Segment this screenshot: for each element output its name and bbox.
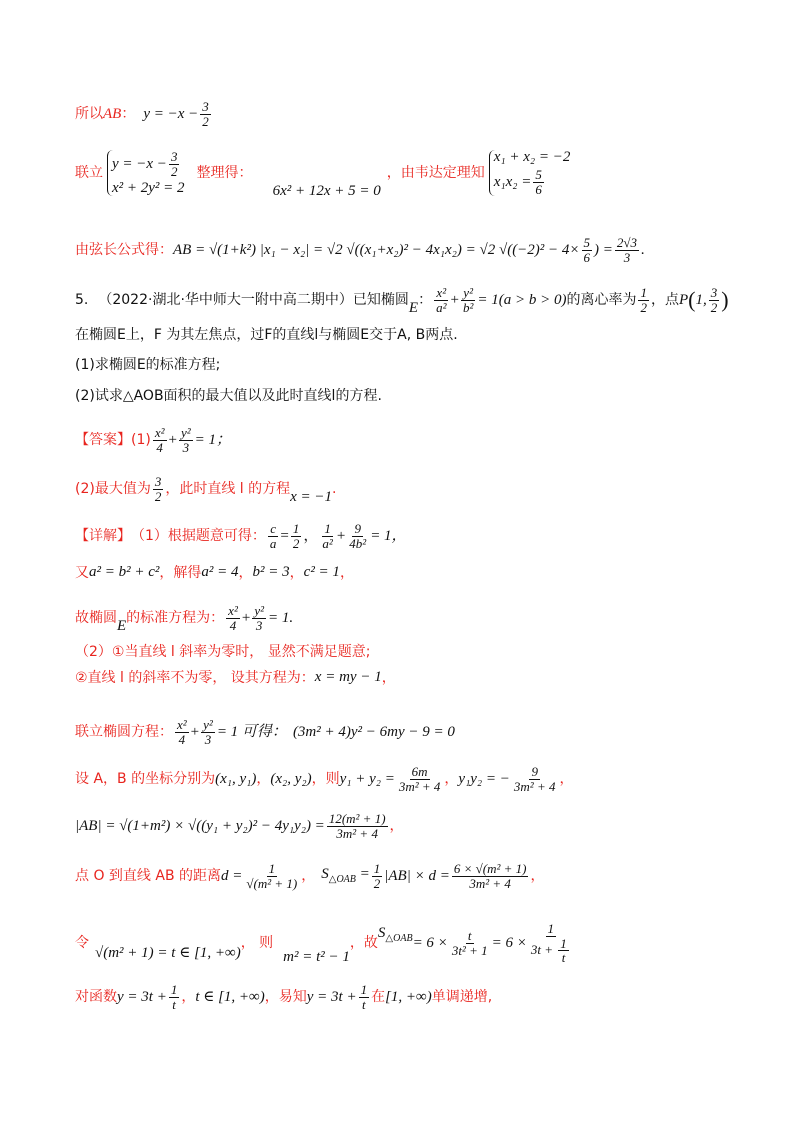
c2-value: c² = 1	[303, 564, 340, 580]
text-on: 在	[371, 989, 386, 1006]
detail-3: 故椭圆 E 的标准方程为： $\frac{\text{x²}}{4}$ + $\frac{\text{y²}}{3}$ = 1.	[75, 603, 294, 634]
quadratic-in-y: (3m² + 4)y² − 6my − 9 = 0	[292, 723, 455, 740]
point-p: P	[678, 291, 689, 308]
equals-one: = 1，	[370, 527, 407, 544]
fraction-area: $\frac{\text{6 × √(m² + 1)}}{\text{3m² + 4}}$	[453, 861, 527, 891]
fraction-half: $\frac{1}{2}$	[292, 521, 300, 551]
fraction-c-a: $\frac{c}{a}$	[269, 521, 277, 551]
fraction-3-2-p: $\frac{3}{2}$	[710, 285, 718, 315]
substitution: √(m² + 1) = t ∈ [1, +∞)	[95, 944, 241, 961]
question-5-line2: 在椭圆E上，F 为其左焦点，过F的直线l与椭圆E交于A, B两点.	[75, 327, 458, 343]
detail-8: |AB| = √(1+m²) × √((y₁ + y₂)² − 4y₁y₂) = $\frac{\text{12(m² + 1)}}{\text{3m² + 4}}$ ，	[75, 811, 404, 841]
ab-length-formula: |AB| = √(1+m²) × √((y₁ + y₂)² − 4y₁y₂) =	[75, 817, 325, 834]
fraction-t: $\frac{t}{\text{3t² + 1}}$	[451, 928, 488, 958]
relation-abc: a² = b² + c²	[89, 564, 160, 580]
fraction-1-2: $\frac{1}{2}$	[640, 285, 647, 315]
fraction-5-6: $\frac{5}{6}$	[583, 235, 591, 265]
text-you: 又	[75, 564, 89, 581]
text-obtain: = 1 可得：	[216, 723, 287, 740]
sum-y: y₁ + y₂ =	[339, 770, 395, 787]
text-eccentricity: 的离心率为	[566, 292, 637, 309]
detail-6: 联立椭圆方程： $\frac{\text{x²}}{4}$ + $\frac{\text{y²}}{3}$ = 1 可得： (3m² + 4)y² − 6my − 9 = 0	[75, 717, 455, 747]
fraction-x2-4: $\frac{\text{x²}}{4}$	[177, 717, 187, 747]
area-subscript: △OAB	[385, 933, 413, 945]
fraction-y2-3: $\frac{\text{y²}}{3}$	[180, 425, 191, 455]
fraction-max: $\frac{3}{2}$	[154, 474, 162, 504]
domain-t: t ∈ [1, +∞)	[195, 988, 265, 1005]
point-a: (x₁, y₁)	[215, 770, 257, 787]
fraction-x2-4: $\frac{\text{x²}}{4}$	[228, 603, 238, 633]
period: .	[332, 481, 337, 498]
fraction-1-t: $\frac{1}{t}$	[360, 982, 368, 1012]
m2-expression: m² = t² − 1	[283, 948, 350, 965]
fraction-y2-3: $\frac{\text{y²}}{3}$	[254, 603, 264, 633]
fraction-product: $\frac{9}{\text{3m² + 4}}$	[513, 764, 556, 794]
text-zhengli: 整理得：	[196, 165, 253, 182]
text-lianli: 联立	[75, 165, 103, 182]
fraction-1-t: $\frac{1}{t}$	[170, 982, 178, 1012]
question-source: （2022·湖北·华中师大一附中高二期中）已知椭圆	[98, 292, 409, 309]
area-label: S	[321, 866, 329, 883]
fraction-final: 1 3t + $\frac{1}{t}$	[530, 921, 567, 966]
text-part1: （1）根据题意可得：	[131, 528, 266, 545]
line-so-ab	[75, 100, 760, 128]
text-standard-eq: 的标准方程为：	[126, 610, 225, 627]
function-expr: y = 3t +	[306, 988, 357, 1005]
detail-9: 点 O 到直线 AB 的距离 d = $\frac{1}{\text{√(m² + 1)}}$ ， $S_{\triangle OAB}$ = $\frac{1}{2}$ |AB| × d = $\frac{\text{6 × √(m² + 1)}}{\text{3m² + 4}}$ ，	[75, 861, 545, 891]
question-5-stem: 5. （2022·湖北·华中师大一附中高二期中）已知椭圆 E ： $\frac{\text{x²}}{\text{a²}}$ + $\frac{\text{y²}}{\text{b²}}$ = 1(a > b > 0) 的离心率为 $\frac{1}{2}$ ，点 P ( 1, $\frac{3}{2}$ )	[75, 285, 729, 316]
question-5-part2: (2)试求△AOB面积的最大值以及此时直线l的方程.	[75, 388, 382, 404]
a2-value: a² = 4	[201, 564, 239, 580]
interval: [1, +∞)	[385, 988, 432, 1005]
line-equation-m: x = my − 1	[314, 669, 382, 685]
equals-six-times: = 6 ×	[412, 934, 448, 951]
equals-one: = 1.	[267, 609, 294, 626]
area-expression: |AB| × d =	[384, 867, 450, 884]
equals-six-times: = 6 ×	[491, 934, 527, 951]
detail-4: （2）①当直线 l 斜率为零时， 显然不满足题意;	[75, 644, 371, 660]
text-let: 令	[75, 935, 89, 952]
area-subscript: △OAB	[328, 874, 356, 886]
vieta-system: x₁ + x₂ = −2 x₁x₂ = $\frac{5}{6}$	[489, 150, 571, 196]
answer-part2	[75, 475, 760, 503]
equation-system: y = −x − $\frac{3}{2}$ x² + 2y² = 2	[107, 150, 185, 196]
text-easy: ，易知	[264, 989, 307, 1006]
detail-11: 对函数 y = 3t + $\frac{1}{t}$ ， t ∈ [1, +∞) ，易知 y = 3t + $\frac{1}{t}$ 在 [1, +∞) 单调递增,	[75, 982, 493, 1012]
question-5-part1: (1)求椭圆E的标准方程;	[75, 357, 221, 373]
detail-2: 又 a² = b² + c² ，解得 a² = 4 ， b² = 3 ， c² = 1 ，	[75, 564, 354, 581]
fraction-half-area: $\frac{1}{2}$	[373, 861, 381, 891]
text-hence: ，故	[349, 935, 378, 952]
text-point: ，点	[650, 292, 679, 309]
text-coordinates: 设 A，B 的坐标分别为	[75, 771, 216, 788]
chord-expression: AB = √(1+k²) |x₁ − x₂| = √2 √((x₁+x₂)² − 4x₁x₂) = √2 √((−2)² − 4×	[173, 241, 580, 258]
colon: ：	[121, 106, 136, 123]
detail-1: 【详解】 （1）根据题意可得： $\frac{c}{a}$ = $\frac{1}{2}$ ， $\frac{1}{\text{a²}}$ + $\frac{9}{\text{4b²}}$ = 1，	[75, 521, 407, 551]
text-max-value: (2)最大值为	[75, 481, 151, 498]
text-line-equation: ，此时直线 l 的方程	[165, 481, 291, 498]
text-increasing: 单调递增,	[431, 989, 493, 1006]
detail-5: ②直线 l 的斜率不为零， 设其方程为： x = my − 1 ，	[75, 669, 396, 686]
fraction-9-4b2: $\frac{9}{\text{4b²}}$	[349, 521, 367, 551]
fraction-ab: $\frac{\text{12(m² + 1)}}{\text{3m² + 4}}$	[328, 811, 386, 841]
text-vieta: ，由韦达定理知	[386, 165, 485, 182]
b2-value: b² = 3	[252, 564, 290, 580]
area-label: S	[377, 925, 386, 942]
equals: ) =	[594, 241, 613, 258]
point-b: (x₂, y₂)	[270, 770, 312, 787]
equals-one: = 1；	[194, 431, 232, 448]
fraction-x2-a2: $\frac{\text{x²}}{\text{a²}}$	[436, 285, 447, 315]
text-combine: 联立椭圆方程：	[75, 724, 173, 741]
text-function: 对函数	[75, 989, 117, 1006]
line-system	[75, 149, 760, 199]
d-label: d =	[221, 867, 243, 884]
ab-equation: y = −x −	[143, 105, 199, 122]
ellipse-label: E	[408, 299, 419, 316]
detail-10	[75, 922, 760, 965]
part-label: (1)	[131, 432, 151, 449]
line-chord-length	[75, 236, 760, 264]
fraction-sum: $\frac{6m}{\text{3m² + 4}}$	[398, 764, 441, 794]
question-number: 5.	[75, 292, 89, 309]
text-gu: 故椭圆	[75, 610, 117, 627]
text-solve: ，解得	[159, 564, 202, 581]
fraction-distance: $\frac{1}{\text{√(m² + 1)}}$	[246, 861, 298, 891]
detail-tag: 【详解】	[75, 528, 131, 545]
detail-7: 设 A，B 的坐标分别为 (x₁, y₁) ， (x₂, y₂) ，则 y₁ + y₂ = $\frac{6m}{\text{3m² + 4}}$ ， y₁y₂ = − $\frac{9}{\text{3m² + 4}}$ ，	[75, 764, 574, 794]
text-then: ， 则	[240, 935, 274, 952]
answer-part1: 【答案】 (1) $\frac{\text{x²}}{4}$ + $\frac{\text{y²}}{3}$ = 1；	[75, 425, 232, 455]
ellipse-condition: = 1(a > b > 0)	[477, 291, 567, 308]
fraction-3-2: $\frac{3}{2}$	[202, 99, 209, 129]
fraction-y2-3: $\frac{\text{y²}}{3}$	[203, 717, 213, 747]
fraction-1-a2: $\frac{1}{\text{a²}}$	[322, 521, 333, 551]
ellipse-label: E	[117, 617, 127, 634]
label-ab: AB	[103, 105, 122, 122]
function-expr: y = 3t +	[117, 988, 167, 1005]
answer-tag: 【答案】	[75, 432, 131, 449]
text-then: ，则	[311, 771, 340, 788]
line-equation: x = −1	[290, 488, 333, 505]
fraction-x2-4: $\frac{\text{x²}}{4}$	[154, 425, 165, 455]
period: .	[641, 241, 645, 258]
text-nonzero-slope: ②直线 l 的斜率不为零， 设其方程为：	[75, 669, 315, 686]
text-distance: 点 O 到直线 AB 的距离	[75, 868, 222, 885]
product-y: y₁y₂ = −	[458, 770, 510, 787]
text-chord-formula: 由弦长公式得：	[75, 242, 173, 259]
fraction-result: $\frac{2√3}{3}$	[616, 235, 638, 265]
text-so: 所以	[75, 106, 103, 123]
colon: ：	[418, 292, 433, 309]
quadratic-equation: 6x² + 12x + 5 = 0	[272, 182, 381, 199]
fraction-y2-b2: $\frac{\text{y²}}{\text{b²}}$	[462, 285, 474, 315]
